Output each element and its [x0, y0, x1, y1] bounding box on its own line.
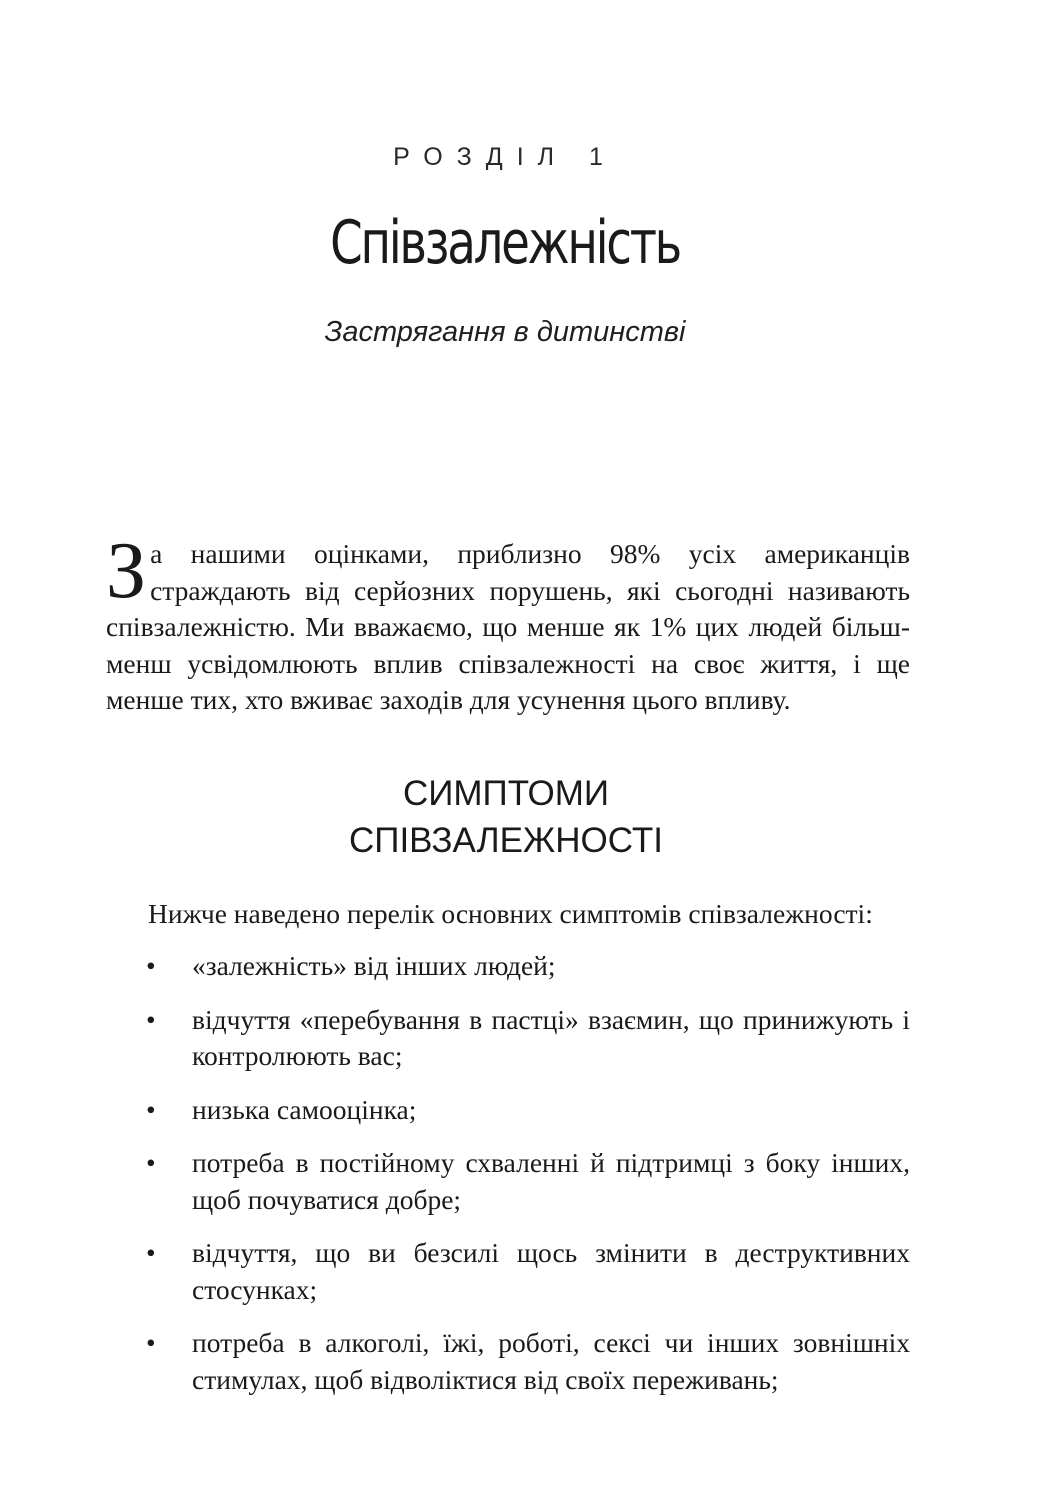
- list-item-text: низька самооцінка;: [192, 1093, 417, 1125]
- list-item: [106, 1325, 910, 1398]
- bullet-icon: •: [146, 1237, 156, 1268]
- intro-text: а нашими оцінками, приблизно 98% усіх американців страждають від серйозних порушень, які сьогодні називають співзалежністю. Ми вважаємо, що менше як 1% цих людей більш-менш усвідомлюють вплив співзалежності на своє життя, і ще менше тих, хто вживає заходів для усунення цього впливу.: [106, 538, 910, 715]
- chapter-label: РОЗДІЛ 1: [393, 143, 617, 171]
- chapter-title: Співзалежність: [330, 208, 680, 278]
- chapter-subtitle: Застрягання в дитинстві: [324, 316, 686, 348]
- list-item: [106, 1092, 910, 1129]
- drop-cap: З: [106, 527, 147, 615]
- list-item-text: потреба в постійному схваленні й підтримці з боку інших, щоб почуватися добре;: [192, 1147, 910, 1215]
- list-item: [106, 948, 910, 985]
- section-heading-line-1: СИМПТОМИ: [402, 774, 610, 813]
- list-item: [106, 1002, 910, 1075]
- intro-paragraph: [106, 527, 910, 719]
- list-item: [106, 1235, 910, 1308]
- symptom-list: [106, 948, 910, 1415]
- bullet-icon: •: [146, 1147, 156, 1178]
- list-item-text: відчуття, що ви безсилі щось змінити в деструктивних стосунках;: [192, 1237, 910, 1305]
- bullet-icon: •: [146, 950, 156, 981]
- list-intro: Нижче наведено перелік основних симптомів співзалежності:: [148, 898, 873, 929]
- bullet-icon: •: [146, 1327, 156, 1358]
- section-heading: [0, 770, 1012, 864]
- bullet-icon: •: [146, 1003, 156, 1035]
- section-heading-line-2: СПІВЗАЛЕЖНОСТІ: [349, 821, 663, 860]
- bullet-icon: •: [146, 1093, 156, 1125]
- list-item-text: відчуття «перебування в пастці» взаємин, що принижують і контролюють вас;: [192, 1003, 910, 1071]
- list-item: [106, 1145, 910, 1218]
- list-item-text: потреба в алкоголі, їжі, роботі, сексі чи інших зовнішніх стимулах, щоб відволіктися від своїх переживань;: [192, 1327, 910, 1395]
- list-item-text: «залежність» від інших людей;: [192, 950, 556, 981]
